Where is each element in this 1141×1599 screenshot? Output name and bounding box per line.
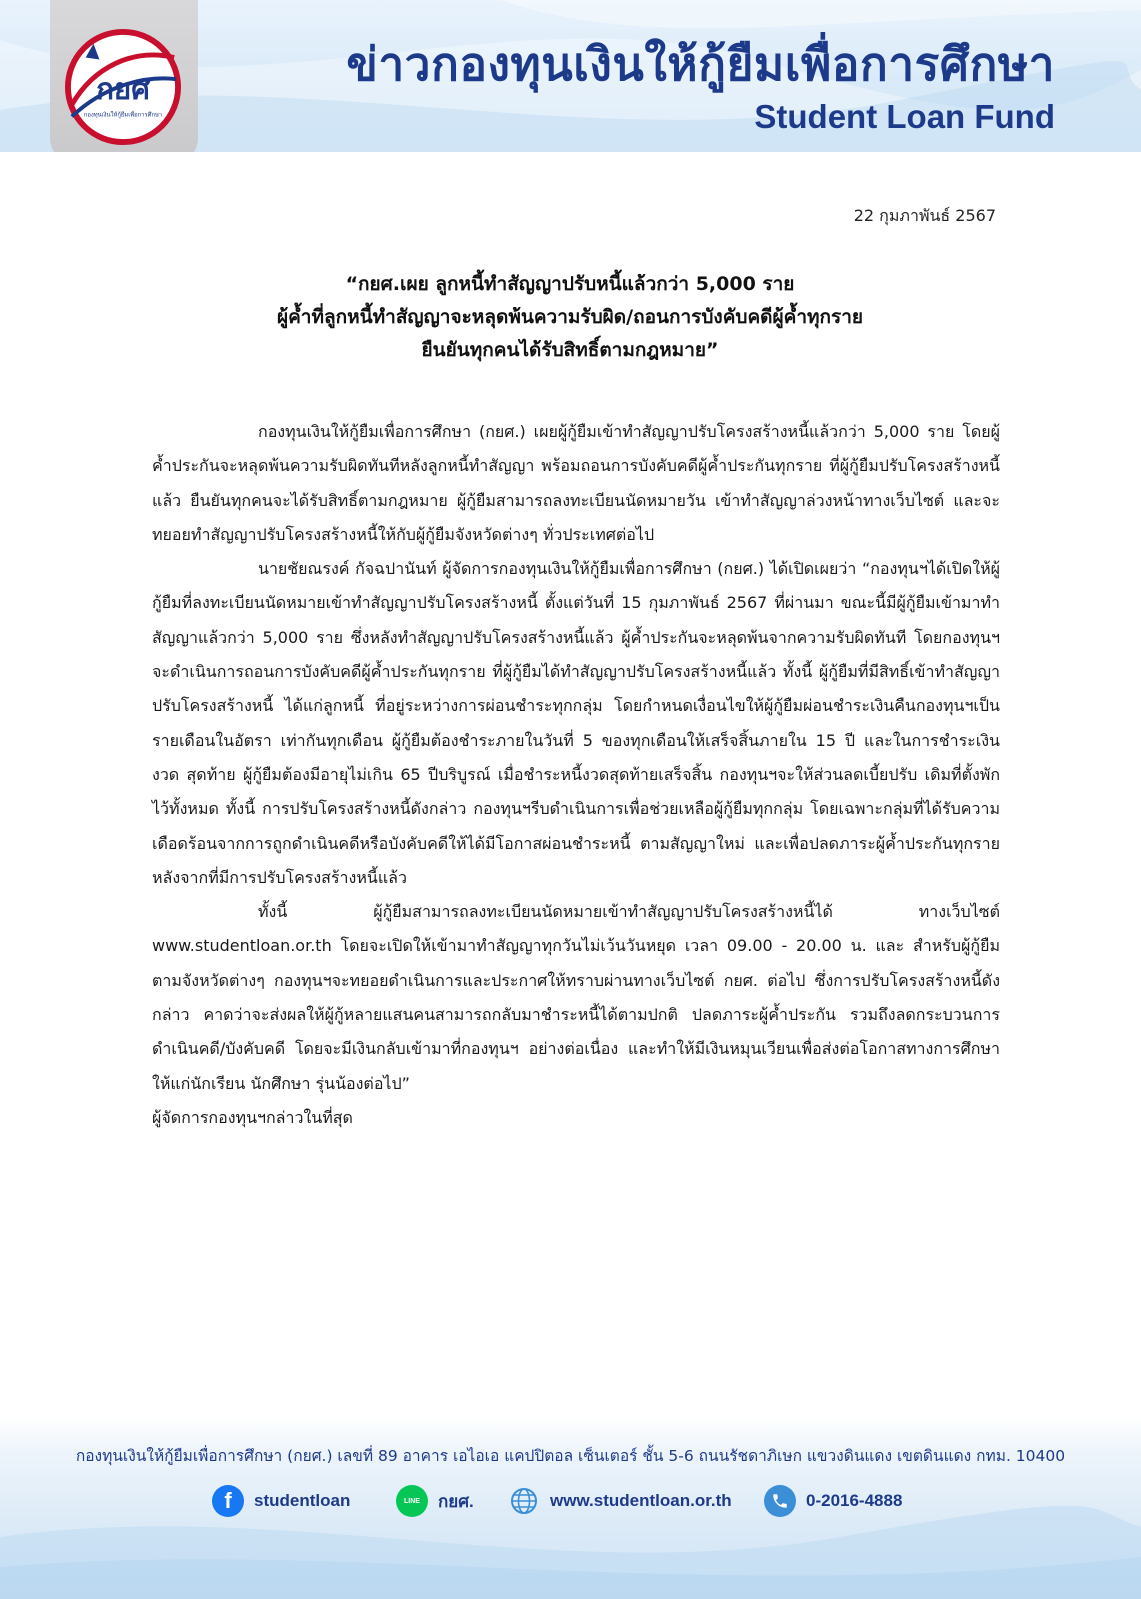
- page-footer: [0, 1417, 1141, 1599]
- facebook-handle: studentloan: [254, 1491, 351, 1510]
- header-title-english: Student Loan Fund: [754, 98, 1055, 135]
- paragraph-3: ทั้งนี้ ผู้กู้ยืมสามารถลงทะเบียนนัดหมายเข้าทำสัญญาปรับโครงสร้างหนี้ได้ ทางเว็บไซต์ www.studentloan.or.th โดยจะเปิดให้เข้ามาทำสัญญาทุกวันไม่เว้นวันหยุด เวลา 09.00 - 20.00 น. และ สำหรับผู้กู้ยืมตามจังหวัดต่างๆ กองทุนฯจะทยอยดำเนินการและประกาศให้ทราบผ่านทางเว็บไซต์ กยศ. ต่อไป ซึ่งการปรับโครงสร้างหนี้ดังกล่าว คาดว่าจะส่งผลให้ผู้กู้หลายแสนคนสามารถกลับมาชำระหนี้ได้ตามปกติ ปลดภาระผู้ค้ำประกัน รวมถึงลดกระบวนการดำเนินคดี/บังคับคดี โดยจะมีเงินกลับเข้ามาที่กองทุนฯ อย่างต่อเนื่อง และทำให้มีเงินหมุนเวียนเพื่อส่งต่อโอกาสทางการศึกษาให้แก่นักเรียน นักศึกษา รุ่นน้องต่อไป”: [152, 902, 1000, 1093]
- website-contact[interactable]: [508, 1484, 732, 1518]
- facebook-contact[interactable]: [212, 1484, 350, 1518]
- line-contact[interactable]: [396, 1484, 474, 1518]
- article-body: [152, 415, 1000, 1135]
- logo-text: กยศ: [96, 71, 150, 106]
- headline: [150, 268, 990, 367]
- facebook-icon: f: [212, 1485, 244, 1517]
- paragraph-closing: ผู้จัดการกองทุนฯกล่าวในที่สุด: [152, 1107, 353, 1127]
- header-title-thai: ข่าวกองทุนเงินให้กู้ยืมเพื่อการศึกษา: [346, 37, 1055, 91]
- globe-icon: [508, 1485, 540, 1517]
- website-url: www.studentloan.or.th: [550, 1491, 732, 1510]
- student-loan-fund-logo: [64, 28, 182, 146]
- page-header: [0, 0, 1141, 152]
- logo-caption: กองทุนเงินให้กู้ยืมเพื่อการศึกษา: [83, 112, 163, 119]
- headline-line-3: ยืนยันทุกคนได้รับสิทธิ์ตามกฎหมาย”: [421, 339, 719, 361]
- paragraph-1: กองทุนเงินให้กู้ยืมเพื่อการศึกษา (กยศ.) เผยผู้กู้ยืมเข้าทำสัญญาปรับโครงสร้างหนี้แล้วกว่า 5,000 ราย โดยผู้ค้ำประกันจะหลุดพ้นความรับผิดทันทีหลังลูกหนี้ทำสัญญา พร้อมถอนการบังคับคดีผู้ค้ำประกันทุกราย ที่ผู้กู้ยืมปรับโครงสร้างหนี้แล้ว ยืนยันทุกคนจะได้รับสิทธิ์ตามกฎหมาย ผู้กู้ยืมสามารถลงทะเบียนนัดหมายวัน เข้าทำสัญญาล่วงหน้าทางเว็บไซต์ และจะทยอยทำสัญญาปรับโครงสร้างหนี้ให้กับผู้กู้ยืมจังหวัดต่างๆ ทั่วประเทศต่อไป: [152, 422, 1000, 544]
- phone-contact[interactable]: [764, 1484, 902, 1518]
- phone-icon: [764, 1485, 796, 1517]
- footer-address: กองทุนเงินให้กู้ยืมเพื่อการศึกษา (กยศ.) เลขที่ 89 อาคาร เอไอเอ แคปปิตอล เซ็นเตอร์ ชั้น 5-6 ถนนรัชดาภิเษก แขวงดินแดง เขตดินแดง กทม. 10400: [75, 1447, 1066, 1465]
- line-icon: LINE: [396, 1485, 428, 1517]
- headline-line-2: ผู้ค้ำที่ลูกหนี้ทำสัญญาจะหลุดพ้นความรับผิด/ถอนการบังคับคดีผู้ค้ำทุกราย: [276, 306, 864, 328]
- line-handle: กยศ.: [438, 1491, 474, 1511]
- phone-number: 0-2016-4888: [806, 1491, 903, 1510]
- headline-line-1: “กยศ.เผย ลูกหนี้ทำสัญญาปรับหนี้แล้วกว่า 5,000 ราย: [345, 273, 795, 295]
- paragraph-2: นายชัยณรงค์ กัจฉปานันท์ ผู้จัดการกองทุนเงินให้กู้ยืมเพื่อการศึกษา (กยศ.) ได้เปิดเผยว่า “กองทุนฯได้เปิดให้ผู้กู้ยืมที่ลงทะเบียนนัดหมายเข้าทำสัญญาปรับโครงสร้างหนี้ ตั้งแต่วันที่ 15 กุมภาพันธ์ 2567 ที่ผ่านมา ขณะนี้มีผู้กู้ยืมเข้ามาทำสัญญาแล้วกว่า 5,000 ราย ซึ่งหลังทำสัญญาปรับโครงสร้างหนี้แล้ว ผู้ค้ำประกันจะหลุดพ้นจากความรับผิดทันที โดยกองทุนฯจะดำเนินการถอนการบังคับคดีผู้ค้ำประกันทุกราย ที่ผู้กู้ยืมได้ทำสัญญาปรับโครงสร้างหนี้แล้ว ทั้งนี้ ผู้กู้ยืมที่มีสิทธิ์เข้าทำสัญญาปรับโครงสร้างหนี้ ได้แก่ลูกหนี้ ที่อยู่ระหว่างการผ่อนชำระทุกกลุ่ม โดยกำหนดเงื่อนไขให้ผู้กู้ยืมผ่อนชำระเงินคืนกองทุนฯเป็นรายเดือนในอัตรา เท่ากันทุกเดือน ผู้กู้ยืมต้องชำระภายในวันที่ 5 ของทุกเดือนให้เสร็จสิ้นภายใน 15 ปี และในการชำระเงินงวด สุดท้าย ผู้กู้ยืมต้องมีอายุไม่เกิน 65 ปีบริบูรณ์ เมื่อชำระหนี้งวดสุดท้ายเสร็จสิ้น กองทุนฯจะให้ส่วนลดเบี้ยปรับ เดิมที่ตั้งพักไว้ทั้งหมด ทั้งนี้ การปรับโครงสร้างหนี้ดังกล่าว กองทุนฯรีบดำเนินการเพื่อช่วยเหลือผู้กู้ยืมทุกกลุ่ม โดยเฉพาะกลุ่มที่ได้รับความเดือดร้อนจากการถูกดำเนินคดีหรือบังคับคดีให้ได้มีโอกาสผ่อนชำระหนี้ ตามสัญญาใหม่ และเพื่อปลดภาระผู้ค้ำประกันทุกรายหลังจากที่มีการปรับโครงสร้างหนี้แล้ว: [152, 559, 1001, 887]
- logo-container: [50, 0, 198, 152]
- release-date: 22 กุมภาพันธ์ 2567: [853, 206, 996, 225]
